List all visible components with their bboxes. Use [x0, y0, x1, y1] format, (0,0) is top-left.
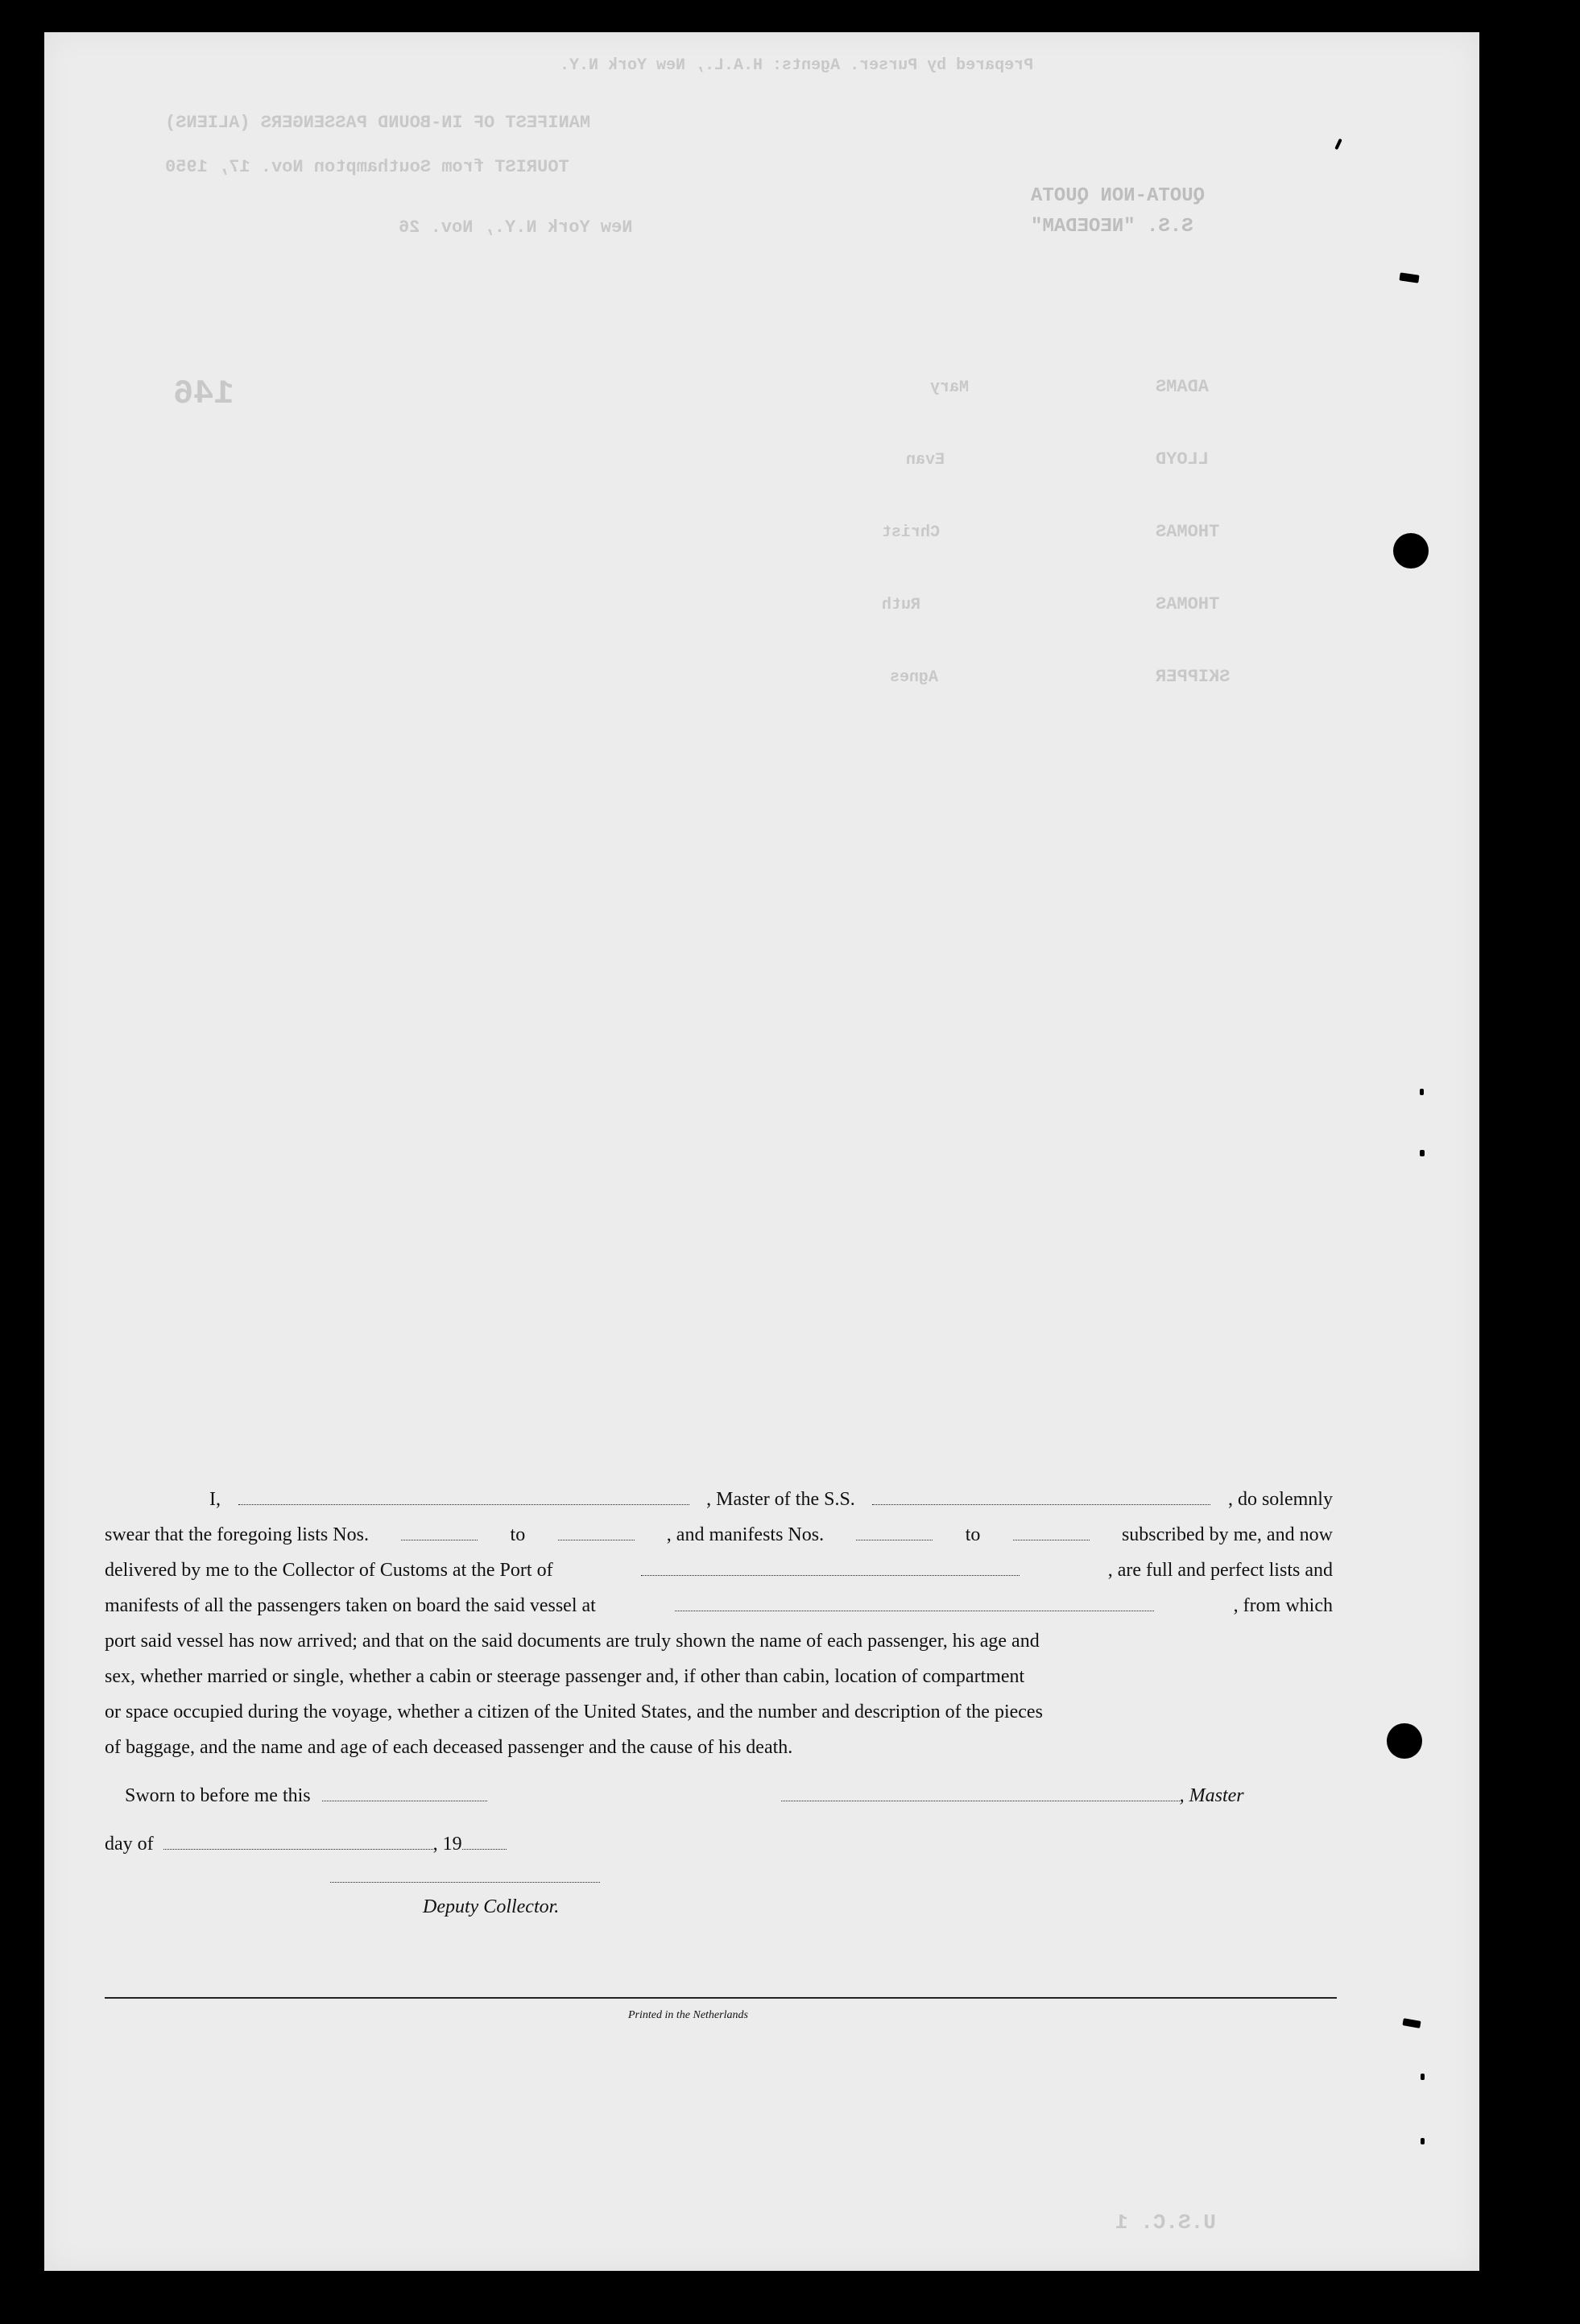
oath-delivered: delivered by me to the Collector of Customs at the Port of	[105, 1560, 553, 1581]
deputy-signature-field[interactable]	[330, 1881, 600, 1883]
oath-line-6	[105, 1659, 1333, 1694]
oath-space: or space occupied during the voyage, whether a citizen of the United States, and the number and description of the pieces	[105, 1702, 1043, 1722]
bleed-name-1: ADAMS	[1156, 377, 1210, 397]
oath-manifests-all: manifests of all the passengers taken on board the said vessel at	[105, 1595, 596, 1616]
oath-from-which: , from which	[1233, 1595, 1333, 1616]
oath-are-full: , are full and perfect lists and	[1107, 1560, 1333, 1581]
bleed-quota: QUOTA-NON QUOTA	[1031, 185, 1206, 207]
speck-6	[1421, 2138, 1425, 2144]
manifest-to-field[interactable]	[1013, 1539, 1090, 1540]
ship-name-field[interactable]	[872, 1503, 1210, 1505]
bleed-ship: S.S. "NEOEDAM"	[1031, 216, 1193, 238]
oath-i: I,	[209, 1489, 221, 1510]
oath-day-of: day of	[105, 1834, 154, 1855]
speck-5	[1421, 2074, 1425, 2080]
deputy-signature-block	[105, 1881, 1333, 1925]
oath-port-said: port said vessel has now arrived; and that on the said documents are truly shown the name of each passenger, his age and	[105, 1631, 1040, 1652]
sworn-date-field[interactable]	[322, 1800, 487, 1801]
oath-to-2: to	[965, 1524, 981, 1545]
bleed-footer-code: U.S.C. 1	[1115, 2210, 1216, 2235]
oath-line-1	[105, 1482, 1333, 1517]
oath-solemnly: , do solemnly	[1227, 1489, 1333, 1510]
oath-to-1: to	[510, 1524, 526, 1545]
oath-swear: swear that the foregoing lists Nos.	[105, 1524, 369, 1545]
bleed-page-number: 146	[173, 374, 234, 413]
oath-line-5	[105, 1623, 1333, 1659]
oath-line-7	[105, 1694, 1333, 1730]
oath-baggage: of baggage, and the name and age of each deceased passenger and the cause of his death.	[105, 1737, 793, 1758]
list-to-field[interactable]	[558, 1539, 635, 1540]
day-of-field[interactable]	[163, 1848, 433, 1850]
bleed-given-4: Ruth	[882, 596, 921, 614]
manifest-from-field[interactable]	[856, 1539, 933, 1540]
speck-2	[1420, 1089, 1424, 1095]
oath-line-4	[105, 1588, 1333, 1623]
bleed-header-2: MANIFEST OF IN-BOUND PASSENGERS (ALIENS)	[165, 113, 591, 133]
footer-rule	[105, 1997, 1337, 1999]
oath-day-line	[105, 1826, 1333, 1862]
oath-sex: sex, whether married or single, whether a cabin or steerage passenger and, if other than cabin, location of compartment	[105, 1666, 1025, 1687]
year-field[interactable]	[462, 1848, 507, 1850]
oath-master-label: , Master	[1179, 1785, 1244, 1806]
bleed-given-3: Christ	[882, 523, 941, 542]
oath-line-8	[105, 1730, 1333, 1765]
deputy-collector-label: Deputy Collector.	[423, 1896, 560, 1917]
bleed-name-5: SKIPPER	[1156, 667, 1230, 687]
master-signature-field[interactable]	[781, 1800, 1180, 1801]
oath-sworn: Sworn to before me this	[125, 1785, 311, 1806]
vessel-at-field[interactable]	[675, 1610, 1154, 1611]
port-field[interactable]	[641, 1574, 1020, 1576]
printed-in-label: Printed in the Netherlands	[628, 2009, 748, 2021]
oath-line-2	[105, 1517, 1333, 1553]
manifest-page	[44, 32, 1479, 2271]
oath-manifests: , and manifests Nos.	[666, 1524, 825, 1545]
bleed-name-2: LLOYD	[1156, 449, 1210, 469]
bleed-header-1: Prepared by Purser. Agents: H.A.L., New York N.Y.	[560, 56, 1034, 75]
oath-sworn-line	[105, 1778, 1333, 1813]
list-from-field[interactable]	[401, 1539, 478, 1540]
oath-master-of: , Master of the S.S.	[706, 1489, 855, 1510]
bleed-header-3: TOURIST from Southampton Nov. 17, 1950	[165, 157, 569, 177]
oath-line-3	[105, 1553, 1333, 1588]
oath-subscribed: subscribed by me, and now	[1121, 1524, 1333, 1545]
speck-3	[1420, 1150, 1425, 1156]
punch-hole-bottom	[1387, 1723, 1422, 1759]
bleed-given-5: Agnes	[890, 668, 939, 687]
bleed-name-3: THOMAS	[1156, 522, 1220, 542]
oath-text	[105, 1482, 1333, 1925]
oath-nineteen: , 19	[432, 1834, 462, 1855]
punch-hole-top	[1393, 533, 1429, 569]
bleed-given-2: Evan	[906, 451, 945, 469]
bleed-name-4: THOMAS	[1156, 594, 1220, 614]
master-name-field[interactable]	[238, 1503, 689, 1505]
bleed-header-4: New York N.Y., Nov. 26	[399, 217, 633, 238]
bleed-given-1: Mary	[930, 378, 970, 397]
